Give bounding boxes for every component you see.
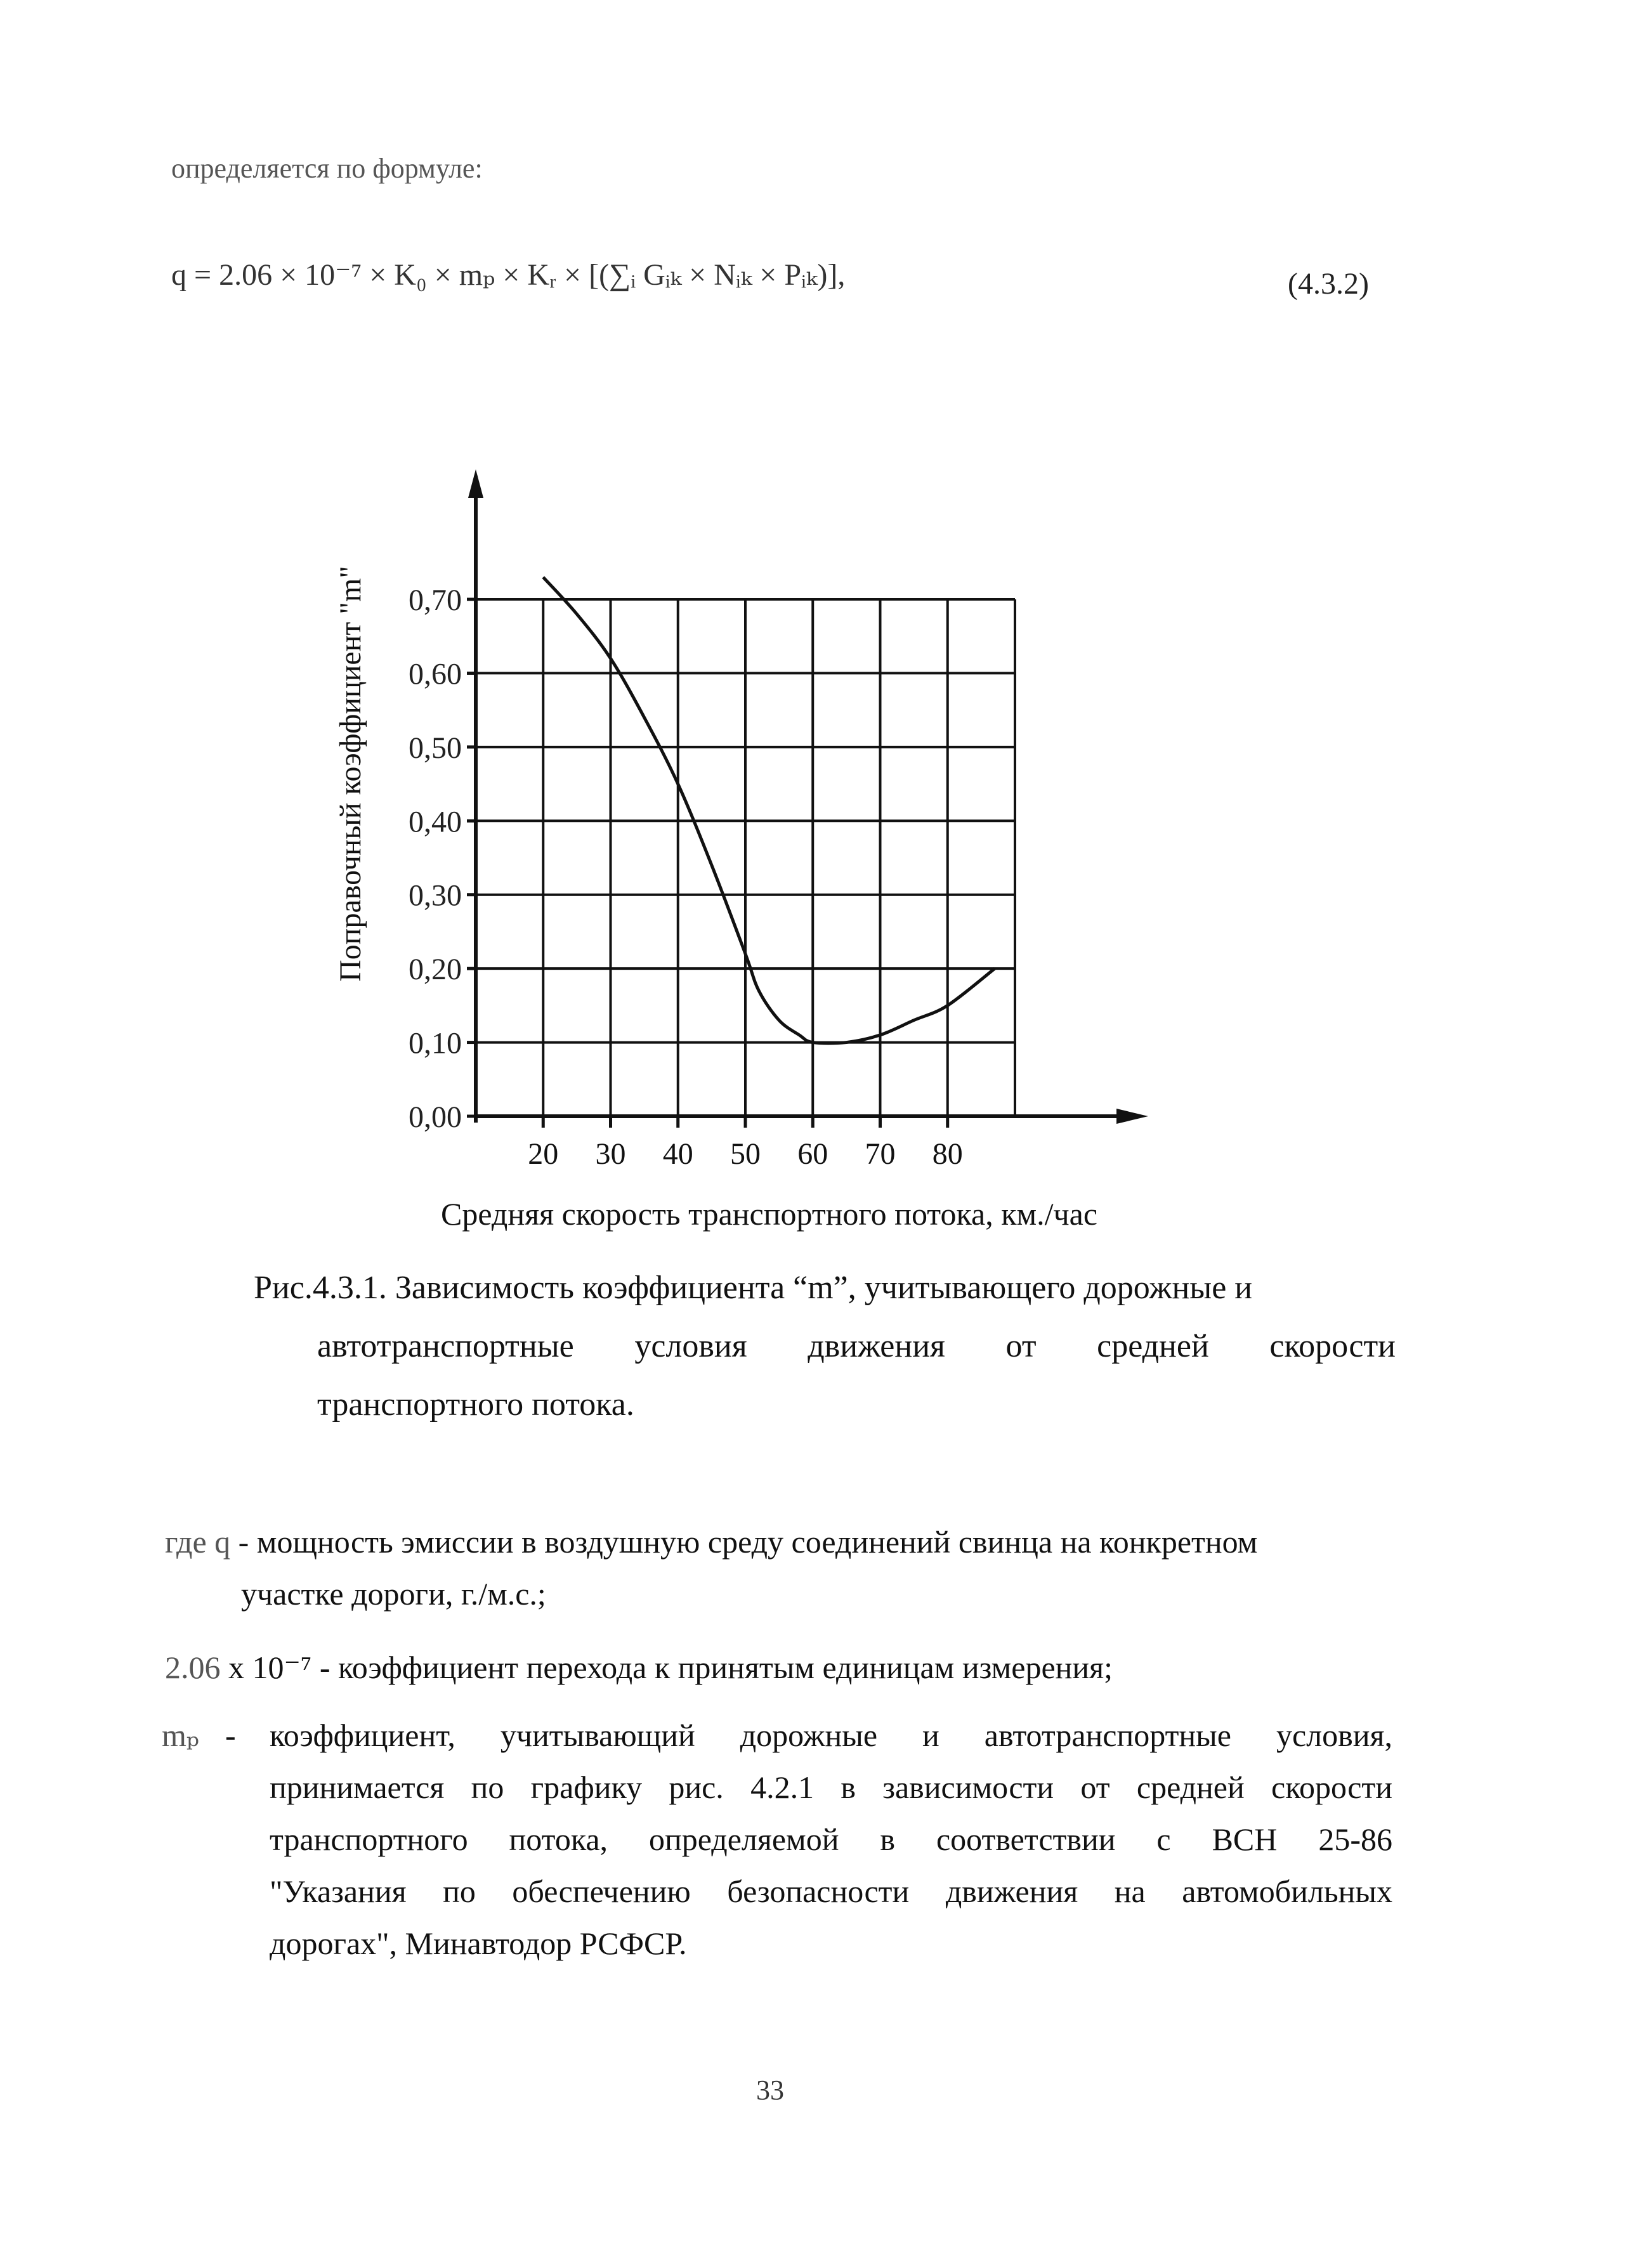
def-mp-line: транспортного потока, определяемой в соответствии с ВСН 25-86: [270, 1822, 1392, 1857]
y-axis-label: Поправочный коэффициент "m": [334, 566, 367, 982]
chart-grid: [476, 599, 1015, 1116]
y-tick-label: 0,40: [409, 805, 462, 839]
caption-line-2: автотранспортные условия движения от средней скорости: [317, 1328, 1396, 1364]
y-tick-label: 0,20: [409, 953, 462, 987]
def-mp-dash: -: [225, 1717, 236, 1753]
x-tick-label: 30: [595, 1137, 626, 1171]
caption-line-1: Рис.4.3.1. Зависимость коэффициента “m”, учитывающего дорожные и: [254, 1270, 1253, 1306]
x-axis-label: Средняя скорость транспортного потока, км./час: [441, 1196, 1098, 1232]
x-tick-label: 50: [730, 1137, 761, 1171]
definition-q: [165, 1516, 1427, 1620]
def-coef-symbol: 2.06: [165, 1650, 221, 1685]
x-axis-arrow: [1116, 1109, 1148, 1124]
definition-mp: [162, 1709, 1427, 1969]
formula-number: (4.3.2): [1288, 267, 1369, 301]
def-q-symbol: где q: [165, 1524, 231, 1560]
x-tick-label: 40: [662, 1137, 693, 1171]
y-tick-label: 0,70: [409, 583, 462, 617]
def-q-text: - мощность эмиссии в воздушную среду соединений свинца на конкретном: [230, 1524, 1258, 1560]
def-q-continuation: участке дороги, г./м.с.;: [241, 1576, 546, 1612]
def-mp-symbol: mₚ: [162, 1717, 199, 1753]
def-mp-line: "Указания по обеспечению безопасности движения на автомобильных: [270, 1874, 1392, 1909]
intro-text: определяется по формуле:: [171, 153, 483, 184]
x-tick-label: 20: [528, 1137, 559, 1171]
definition-coefficient: [165, 1641, 1427, 1693]
y-tick-label: 0,30: [409, 878, 462, 913]
y-tick-label: 0,50: [409, 731, 462, 765]
y-tick-label: 0,10: [409, 1026, 462, 1060]
def-coef-text: x 10⁻⁷ - коэффициент перехода к принятым единицам измерения;: [220, 1650, 1113, 1685]
page-number: 33: [756, 2075, 784, 2106]
x-tick-label: 80: [932, 1137, 963, 1171]
chart: [292, 444, 1180, 1237]
y-tick-label: 0,00: [409, 1100, 462, 1134]
formula: q = 2.06 × 10⁻⁷ × K₀ × mₚ × Kᵣ × [(∑ᵢ Gᵢₖ × Nᵢₖ × Pᵢₖ)],: [171, 258, 846, 292]
x-tick-label: 70: [865, 1137, 896, 1171]
y-axis-arrow: [468, 469, 483, 498]
figure-caption: [254, 1259, 1396, 1434]
def-mp-line: принимается по графику рис. 4.2.1 в зависимости от средней скорости: [270, 1769, 1392, 1805]
x-tick-label: 60: [797, 1137, 828, 1171]
chart-axes: [468, 469, 1148, 1124]
caption-line-3: транспортного потока.: [317, 1386, 634, 1423]
def-mp-line: дорогах", Минавтодор РСФСР.: [270, 1926, 687, 1961]
def-mp-line: коэффициент, учитывающий дорожные и автотранспортные условия,: [270, 1717, 1392, 1753]
y-tick-label: 0,60: [409, 657, 462, 691]
